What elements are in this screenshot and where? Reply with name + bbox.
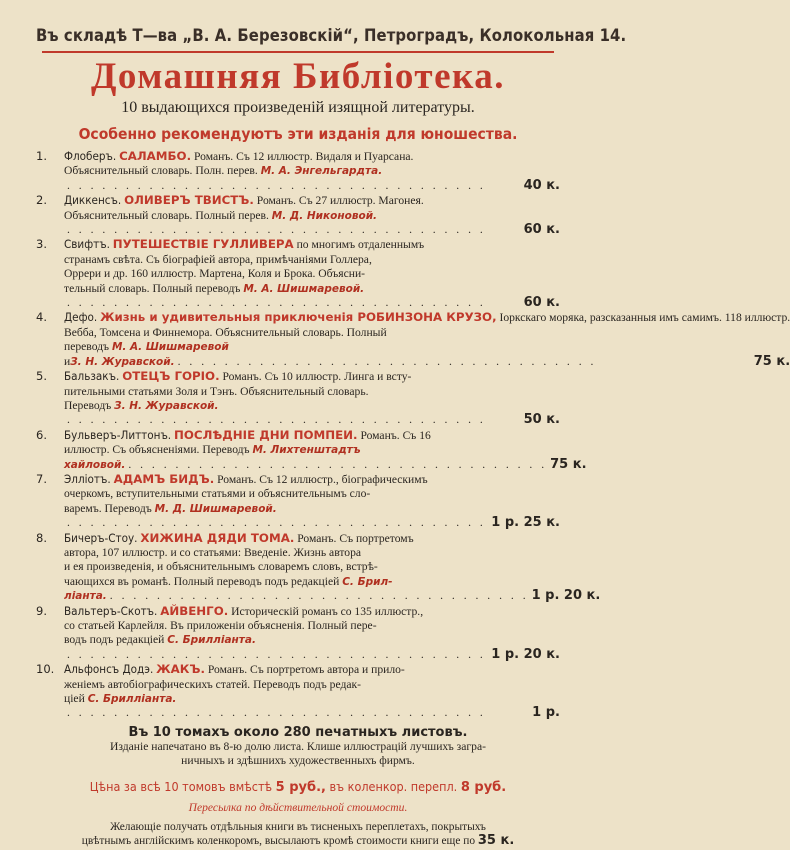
translator-name: ліанта.: [64, 590, 107, 603]
translator-name: М. А. Энгельгардта.: [260, 165, 383, 178]
entry-line: [64, 326, 790, 340]
entry-text: Оррери и др. 160 иллюстр. Мартена, Коля и Брока. Объясни-: [64, 267, 366, 281]
translator-name: С. Брилліанта.: [87, 693, 177, 706]
price-line: [64, 589, 600, 603]
entry-text: Романъ. Съ 10 иллюстр. Линга и всту-: [222, 370, 412, 384]
translator-name: М. А. Шишмаревой: [111, 341, 229, 354]
entry-text: женіемъ автобіографическихъ статей. Переводъ подъ редак-: [64, 677, 361, 691]
work-title: ПУТЕШЕСТВІЕ ГУЛЛИВЕРА: [112, 237, 294, 252]
entry-line: [64, 546, 600, 560]
translator-name: хайловой.: [64, 458, 126, 471]
cost-line: [36, 779, 560, 795]
entry-line: [64, 310, 790, 325]
translator-name: М. Д. Шишмаревой.: [154, 502, 277, 515]
cost-prefix: Цѣна за всѣ 10 томовъ вмѣстѣ: [89, 778, 273, 794]
entry-text: Историческій романъ со 135 иллюстр.,: [231, 604, 424, 618]
book-entry: [36, 530, 601, 604]
entry-body: [64, 604, 560, 663]
author-name: Элліотъ.: [64, 471, 111, 486]
entry-number: 5.: [36, 369, 47, 384]
entry-text: Переводъ: [64, 398, 112, 412]
entry-line: [64, 472, 560, 487]
price-line: [64, 458, 587, 472]
price-line: [64, 516, 560, 530]
page-subtitle: 10 выдающихся произведеній изящной литературы.: [121, 99, 475, 116]
entry-line: [64, 633, 560, 647]
entry-line: [64, 619, 560, 633]
recommendation-line: Особенно рекомендуютъ эти изданія для юношества.: [78, 125, 518, 143]
price-line: [64, 706, 560, 720]
book-entry: [36, 237, 560, 310]
work-title: САЛАМБО.: [119, 149, 192, 163]
book-entry: [36, 369, 560, 428]
author-name: Бульверъ-Литтонъ.: [64, 427, 172, 442]
entry-number: 2.: [36, 193, 47, 208]
leader-dots: . . . . . . . . . . . . . . . . . . . . . . . . . . . . . . . . . . . .: [67, 647, 486, 661]
cost-mid: въ коленкор. перепл.: [329, 778, 458, 794]
translator-name: С. Брил-: [342, 575, 393, 588]
total-volumes: Въ 10 томахъ около 280 печатныхъ листовъ.: [128, 724, 468, 740]
leader-dots: . . . . . . . . . . . . . . . . . . . . . . . . . . . . . . . . . . . .: [67, 296, 486, 310]
author-name: Вальтеръ-Скотъ.: [64, 603, 158, 618]
note-price: 35 к.: [477, 832, 515, 848]
price-value: 1 р. 25 к.: [491, 515, 560, 531]
price-line: [64, 296, 560, 310]
book-entry: [36, 427, 587, 472]
work-title: ЖАКЪ.: [156, 662, 205, 677]
entry-text: пительными статьями Золя и Тэнъ. Объяснительный словарь.: [64, 384, 369, 398]
entry-line: [64, 209, 560, 223]
price-line: [64, 413, 560, 427]
entry-line: [64, 282, 560, 296]
entry-number: 3.: [36, 237, 47, 252]
edition-info: [36, 740, 560, 769]
entry-number: 9.: [36, 603, 47, 618]
entry-body: [64, 662, 560, 721]
entry-line: [64, 237, 560, 252]
book-entry: [36, 149, 560, 193]
book-entry: [36, 193, 560, 237]
translator-name: М. Лихтенштадтъ: [252, 444, 361, 457]
author-name: Дефо.: [64, 310, 98, 325]
work-title: ОТЕЦЪ ГОРІО.: [122, 369, 220, 384]
price-value: 75 к.: [753, 353, 790, 369]
translator-name: М. А. Шишмаревой.: [243, 282, 365, 295]
entry-line: [64, 662, 560, 677]
edition-line: Изданіе напечатано въ 8-ю долю листа. Клише иллюстрацій лучшихъ загра-: [110, 739, 486, 753]
shipping-note: Пересылка по дѣйствительной стоимости.: [188, 800, 408, 814]
note-line: цвѣтнымъ англійскимъ коленкоромъ, высылаютъ кромѣ стоимости книги еще по 35 к.: [81, 832, 515, 848]
entry-line: [64, 340, 790, 354]
price-value: 1 р. 20 к.: [491, 646, 560, 662]
price-value: 75 к.: [550, 456, 587, 472]
note-line: Желающіе получать отдѣльныя книги въ тисненыхъ переплетахъ, покрытыхъ: [110, 820, 486, 833]
entry-number: 7.: [36, 471, 47, 486]
entry-body: [64, 428, 587, 472]
entry-text: Романъ. Съ портретомъ автора и прило-: [207, 663, 405, 677]
entry-line: [64, 487, 560, 501]
price-value: 1 р. 20 к.: [531, 588, 601, 604]
price-value: 40 к.: [523, 177, 560, 193]
entry-line: [64, 164, 560, 178]
work-title: ХИЖИНА ДЯДИ ТОМА.: [140, 530, 295, 545]
entry-text: Романъ. Съ портретомъ: [297, 531, 414, 545]
entry-number: 1.: [36, 149, 47, 163]
work-title: АЙВЕНГО.: [160, 603, 229, 618]
entry-body: [64, 149, 560, 193]
leader-dots: . . . . . . . . . . . . . . . . . . . . . . . . . . . . . . . . . . . .: [128, 457, 548, 471]
author-name: Свифтъ.: [64, 237, 110, 252]
entry-body: [64, 531, 600, 604]
entry-line: [64, 575, 600, 589]
entry-text: Романъ. Съ 12 иллюстр. Видаля и Пуарсана.: [193, 150, 414, 163]
entry-text: переводъ: [64, 340, 110, 354]
price-value: 50 к.: [523, 412, 560, 428]
entry-line: [64, 267, 560, 281]
entry-line: [64, 443, 587, 457]
entry-body: [64, 369, 560, 428]
book-entry: [36, 472, 560, 531]
leader-dots: . . . . . . . . . . . . . . . . . . . . . . . . . . . . . . . . . . . .: [109, 589, 529, 603]
entry-text: Объяснительный словарь. Полн. перев.: [64, 164, 258, 178]
entry-line: [64, 428, 587, 443]
leader-dots: . . . . . . . . . . . . . . . . . . . . . . . . . . . . . . . . . . . .: [67, 516, 486, 530]
entry-number: 10.: [36, 662, 55, 677]
author-name: Бальзакъ.: [64, 369, 120, 384]
leader-dots: . . . . . . . . . . . . . . . . . . . . . . . . . . . . . . . . . . . .: [177, 354, 597, 368]
entry-text: тельный словарь. Полный переводъ: [64, 281, 241, 295]
entry-body: [64, 310, 790, 369]
entry-body: [64, 237, 560, 310]
price-line: [64, 648, 560, 662]
price-line: [64, 355, 790, 369]
entry-number: 6.: [36, 427, 47, 442]
entry-line: [64, 149, 560, 164]
entry-text: автора, 107 иллюстр. и со статьями: Введеніе. Жизнь автора: [64, 545, 362, 559]
entry-line: [64, 502, 560, 516]
entry-line: [64, 193, 560, 208]
entry-line: [64, 531, 600, 546]
entry-line: [64, 560, 600, 574]
entry-text: варемъ. Переводъ: [64, 501, 152, 515]
entry-text: ціей: [64, 692, 85, 706]
entry-text: странамъ свѣта. Съ біографіей автора, примѣчаніями Голлера,: [64, 252, 372, 266]
entry-text: иллюстр. Съ объясненіями. Переводъ: [64, 443, 250, 457]
entry-line: [64, 692, 560, 706]
entry-line: [64, 369, 560, 384]
entry-line: [64, 604, 560, 619]
translator-name: С. Брилліанта.: [167, 634, 256, 647]
entry-text: Объяснительный словарь. Полный перев.: [64, 208, 269, 222]
page-title: Домашняя Библіотека.: [90, 56, 506, 97]
work-title: АДАМЪ БИДЪ.: [113, 471, 215, 486]
entry-text: Романъ. Съ 16: [360, 428, 431, 442]
entry-line: [64, 385, 560, 399]
book-list: [36, 149, 790, 721]
entry-text: Іоркскаго моряка, разсказанныя имъ самимъ. 118 иллюстр.: [499, 311, 790, 325]
entry-text: водъ подъ редакціей: [64, 633, 165, 647]
price-value: 60 к.: [523, 295, 560, 311]
binding-note: [36, 820, 560, 848]
work-title: ПОСЛѢДНІЕ ДНИ ПОМПЕИ.: [174, 427, 358, 442]
entry-text: Романъ. Съ 27 иллюстр. Магонея.: [256, 194, 424, 208]
and-word: и: [64, 354, 71, 368]
entry-line: [64, 399, 560, 413]
header-rule: [42, 51, 554, 53]
store-address: Въ складѣ Т—ва „В. А. Березовскій“, Петроградъ, Колокольная 14.: [36, 26, 627, 45]
price-line: [64, 223, 560, 237]
entry-text: чающихся въ романѣ. Полный переводъ подъ редакціей: [64, 574, 340, 588]
cost-price-paper: 5 руб.,: [275, 779, 326, 795]
edition-line: ничныхъ и здѣшнихъ художественныхъ фирмъ.: [181, 754, 415, 768]
book-entry: [36, 604, 560, 663]
entry-text: со статьей Карлейля. Въ приложеніи объясненія. Полный пере-: [64, 619, 377, 632]
entry-text: Вебба, Томсена и Финнемора. Объяснительный словарь. Полный: [64, 325, 387, 339]
translator-name: З. Н. Журавской.: [70, 355, 175, 368]
book-entry: [36, 310, 790, 369]
entry-text: и ея произведенія, и объяснительнымъ словаремъ словъ, встрѣ-: [64, 560, 378, 574]
entry-text: Романъ. Съ 12 иллюстр., біографическимъ: [217, 472, 428, 486]
leader-dots: . . . . . . . . . . . . . . . . . . . . . . . . . . . . . . . . . . . .: [67, 178, 486, 192]
translator-name: М. Д. Никоновой.: [271, 209, 378, 222]
price-value: 1 р.: [532, 705, 560, 721]
entry-number: 4.: [36, 310, 47, 325]
book-entry: [36, 662, 560, 721]
work-title: ОЛИВЕРЪ ТВИСТЪ.: [124, 193, 254, 208]
price-line: [64, 179, 560, 193]
author-name: Флоберъ.: [64, 149, 117, 163]
author-name: Диккенсъ.: [64, 193, 122, 208]
entry-line: [64, 253, 560, 267]
translator-name: З. Н. Журавской.: [114, 399, 219, 412]
leader-dots: . . . . . . . . . . . . . . . . . . . . . . . . . . . . . . . . . . . .: [67, 413, 486, 427]
entry-line: [64, 678, 560, 692]
work-title: Жизнь и удивительныя приключенія РОБИНЗОНА КРУЗО,: [100, 310, 497, 325]
entry-text: по многимъ отдаленнымъ: [296, 238, 425, 252]
entry-number: 8.: [36, 530, 47, 545]
leader-dots: . . . . . . . . . . . . . . . . . . . . . . . . . . . . . . . . . . . .: [67, 223, 486, 237]
entry-text: очеркомъ, вступительными статьями и объяснительнымъ сло-: [64, 487, 371, 501]
leader-dots: . . . . . . . . . . . . . . . . . . . . . . . . . . . . . . . . . . . .: [67, 706, 486, 720]
author-name: Альфонсъ Додэ.: [64, 662, 154, 677]
price-value: 60 к.: [523, 222, 560, 238]
author-name: Бичеръ-Стоу.: [64, 530, 138, 545]
cost-price-bound: 8 руб.: [460, 779, 507, 795]
entry-body: [64, 472, 560, 531]
entry-body: [64, 193, 560, 237]
